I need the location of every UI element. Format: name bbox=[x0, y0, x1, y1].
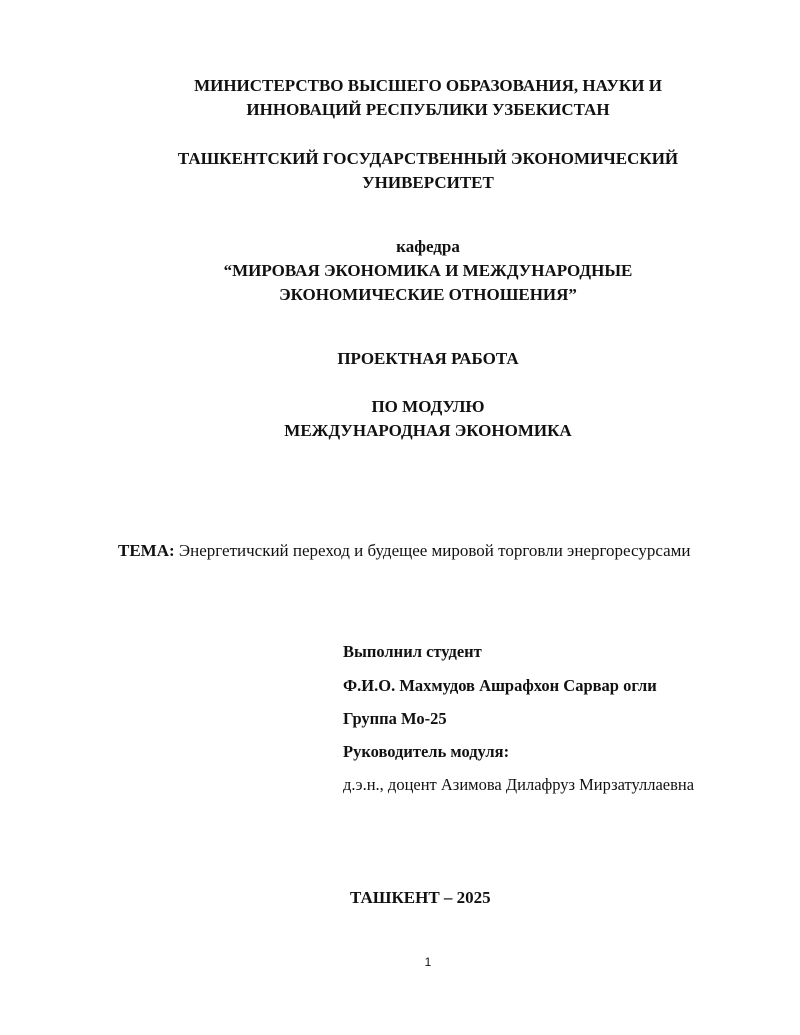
page-number: 1 bbox=[424, 955, 432, 969]
work-type: ПРОЕКТНАЯ РАБОТА bbox=[337, 349, 519, 368]
university-line-2: УНИВЕРСИТЕТ bbox=[362, 173, 494, 192]
performed-by: Выполнил студент bbox=[343, 642, 482, 661]
theme-label: ТЕМА: bbox=[118, 541, 175, 560]
module-line-2: МЕЖДУНАРОДНАЯ ЭКОНОМИКА bbox=[284, 421, 572, 440]
department-line-2: ЭКОНОМИЧЕСКИЕ ОТНОШЕНИЯ” bbox=[279, 285, 577, 304]
ministry-line-2: ИННОВАЦИЙ РЕСПУБЛИКИ УЗБЕКИСТАН bbox=[246, 100, 610, 119]
university-line-1: ТАШКЕНТСКИЙ ГОСУДАРСТВЕННЫЙ ЭКОНОМИЧЕСКИЙ bbox=[177, 149, 679, 168]
department-line-1: “МИРОВАЯ ЭКОНОМИКА И МЕЖДУНАРОДНЫЕ bbox=[223, 261, 633, 280]
supervisor-label: Руководитель модуля: bbox=[343, 742, 510, 761]
theme-line bbox=[118, 541, 690, 561]
supervisor-name: д.э.н., доцент Азимова Дилафруз Мирзатуллаевна bbox=[343, 775, 695, 794]
ministry-line-1: МИНИСТЕРСТВО ВЫСШЕГО ОБРАЗОВАНИЯ, НАУКИ И bbox=[194, 76, 662, 95]
module-line-1: ПО МОДУЛЮ bbox=[371, 397, 485, 416]
department-label: кафедра bbox=[396, 237, 460, 256]
theme-text: Энергетичский переход и будещее мировой торговли энергоресурсами bbox=[174, 541, 691, 560]
student-group: Группа Мо-25 bbox=[343, 709, 447, 728]
student-name: Ф.И.О. Махмудов Ашрафхон Сарвар огли bbox=[343, 676, 657, 695]
city-year: ТАШКЕНТ – 2025 bbox=[350, 888, 491, 907]
